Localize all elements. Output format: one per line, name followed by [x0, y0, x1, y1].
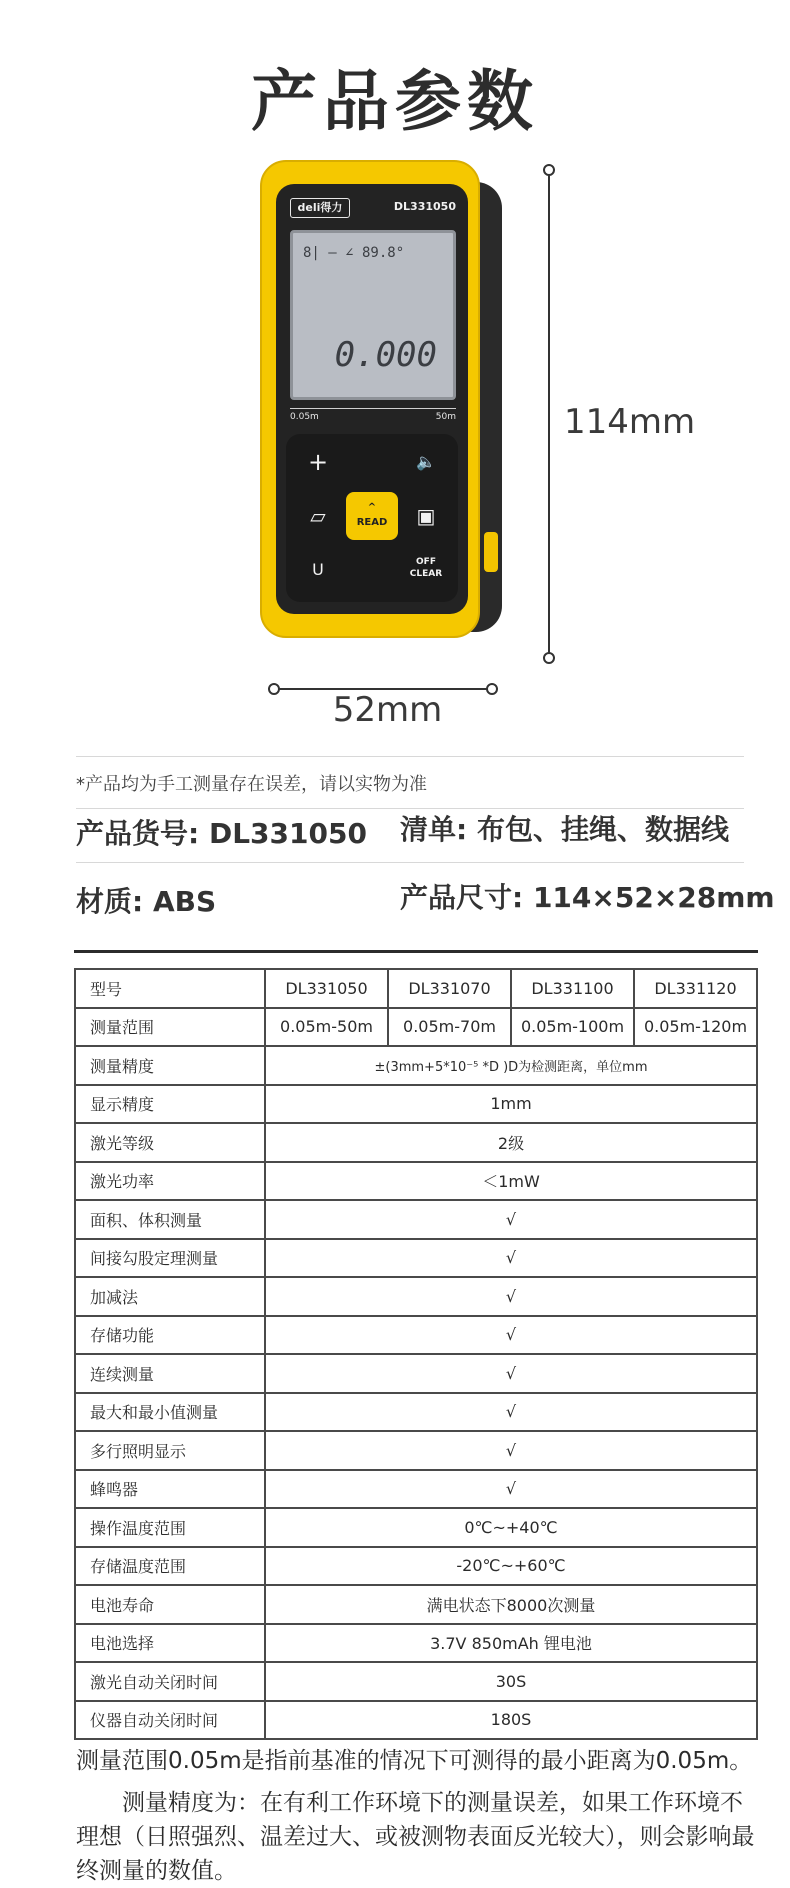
- table-cell-label: 存储功能: [75, 1316, 265, 1355]
- table-cell-value: √: [265, 1470, 757, 1509]
- material: 材质: ABS: [76, 885, 217, 918]
- table-cell-label: 存储温度范围: [75, 1547, 265, 1586]
- table-cell-model: DL331070: [388, 969, 511, 1008]
- table-row: [75, 1470, 757, 1509]
- table-cell-label: 仪器自动关闭时间: [75, 1701, 265, 1740]
- table-top-rule: [74, 950, 758, 953]
- unit-key-icon: U: [312, 560, 324, 579]
- table-cell-label: 操作温度范围: [75, 1508, 265, 1547]
- table-cell-value: 0.05m-100m: [511, 1008, 634, 1047]
- speaker-key-icon: 🔈: [416, 452, 436, 471]
- table-cell-value: √: [265, 1239, 757, 1278]
- brand-logo: deli得力: [290, 198, 350, 218]
- measurement-disclaimer: *产品均为手工测量存在误差，请以实物为准: [76, 774, 427, 795]
- lcd-top-readout: 8| — ∠ 89.8°: [303, 245, 405, 261]
- height-dimension-label: 114mm: [564, 402, 696, 442]
- divider: [76, 756, 744, 757]
- table-cell-label: 电池寿命: [75, 1585, 265, 1624]
- table-header-row: [75, 969, 757, 1008]
- table-cell-label: 间接勾股定理测量: [75, 1239, 265, 1278]
- read-key-label: READ: [356, 517, 388, 528]
- package-contents: 清单: 布包、挂绳、数据线: [400, 813, 729, 846]
- table-cell-value: 30S: [265, 1662, 757, 1701]
- save-key-icon: ▣: [416, 504, 436, 528]
- table-row: [75, 1354, 757, 1393]
- device-body: [260, 160, 480, 638]
- clear-key-off-label: OFF: [416, 557, 436, 567]
- table-cell-value: √: [265, 1316, 757, 1355]
- table-cell-label: 连续测量: [75, 1354, 265, 1393]
- table-cell-label: 激光等级: [75, 1123, 265, 1162]
- plus-key-icon: +: [307, 448, 329, 476]
- table-row: [75, 1277, 757, 1316]
- table-cell-label: 测量范围: [75, 1008, 265, 1047]
- table-cell-value: 1mm: [265, 1085, 757, 1124]
- lcd-main-readout: 0.000: [334, 335, 437, 375]
- table-row-range: [75, 1008, 757, 1047]
- table-cell-value: √: [265, 1393, 757, 1432]
- width-dimension-endpoint: [486, 683, 498, 695]
- divider: [76, 862, 744, 863]
- device-side-button: [484, 532, 498, 572]
- read-key: [346, 492, 398, 540]
- table-row: [75, 1662, 757, 1701]
- page-title: 产品参数: [251, 63, 539, 140]
- device-keypad: [286, 434, 458, 602]
- table-row: [75, 1431, 757, 1470]
- device-model-label: DL331050: [393, 200, 456, 213]
- table-row: [75, 1701, 757, 1740]
- table-cell-label: 激光自动关闭时间: [75, 1662, 265, 1701]
- table-cell-model: DL331100: [511, 969, 634, 1008]
- table-row: [75, 1393, 757, 1432]
- table-cell-value: √: [265, 1354, 757, 1393]
- scale-line: [290, 408, 456, 409]
- table-row: [75, 1123, 757, 1162]
- table-cell-value: 2级: [265, 1123, 757, 1162]
- table-row: [75, 1200, 757, 1239]
- height-dimension-endpoint: [543, 652, 555, 664]
- scale-low-label: 0.05m: [290, 412, 319, 422]
- scale-high-label: 50m: [435, 412, 456, 422]
- table-cell-value: √: [265, 1200, 757, 1239]
- table-cell-value: 满电状态下8000次测量: [265, 1585, 757, 1624]
- width-dimension-endpoint: [268, 683, 280, 695]
- table-cell-label: 最大和最小值测量: [75, 1393, 265, 1432]
- table-cell-label: 激光功率: [75, 1162, 265, 1201]
- table-cell-value: 0.05m-120m: [634, 1008, 757, 1047]
- device-brand-row: [290, 198, 456, 220]
- table-cell-value: 0.05m-50m: [265, 1008, 388, 1047]
- table-cell-label: 电池选择: [75, 1624, 265, 1663]
- height-dimension-endpoint: [543, 164, 555, 176]
- table-cell-value: 0.05m-70m: [388, 1008, 511, 1047]
- area-key-icon: ▱: [310, 504, 326, 528]
- table-row: [75, 1239, 757, 1278]
- table-row: [75, 1547, 757, 1586]
- table-cell-label: 面积、体积测量: [75, 1200, 265, 1239]
- table-cell-value: √: [265, 1431, 757, 1470]
- table-cell-value: 3.7V 850mAh 锂电池: [265, 1624, 757, 1663]
- table-cell-model: DL331120: [634, 969, 757, 1008]
- clear-key-label: CLEAR: [409, 569, 443, 579]
- table-cell-label: 型号: [75, 969, 265, 1008]
- table-cell-label: 显示精度: [75, 1085, 265, 1124]
- spec-table: [74, 968, 758, 1740]
- lcd-screen: [290, 230, 456, 400]
- table-cell-value: -20℃~+60℃: [265, 1547, 757, 1586]
- device-face: [276, 184, 468, 614]
- table-cell-label: 蜂鸣器: [75, 1470, 265, 1509]
- accuracy-footnote: 测量精度为：在有利工作环境下的测量误差，如果工作环境不理想（日照强烈、温差过大、或被测物表面反光较大），则会影响最终测量的数值。: [76, 1790, 755, 1884]
- product-size: 产品尺寸: 114×52×28mm: [400, 881, 775, 914]
- lcd-range-scale: [290, 406, 456, 426]
- item-number: 产品货号: DL331050: [76, 817, 367, 850]
- table-cell-label: 加减法: [75, 1277, 265, 1316]
- table-row: [75, 1508, 757, 1547]
- table-row: [75, 1585, 757, 1624]
- height-dimension-line: [548, 170, 550, 658]
- table-row: [75, 1624, 757, 1663]
- table-cell-label: 测量精度: [75, 1046, 265, 1085]
- clear-key: [402, 550, 450, 590]
- table-cell-label: 多行照明显示: [75, 1431, 265, 1470]
- table-cell-value: √: [265, 1277, 757, 1316]
- table-row: [75, 1162, 757, 1201]
- table-cell-model: DL331050: [265, 969, 388, 1008]
- table-cell-value: ＜1mW: [265, 1162, 757, 1201]
- width-dimension-label: 52mm: [332, 690, 443, 730]
- range-footnote: 测量范围0.05m是指前基准的情况下可测得的最小距离为0.05m。: [76, 1748, 753, 1774]
- table-cell-value: 180S: [265, 1701, 757, 1740]
- table-row: [75, 1046, 757, 1085]
- table-row: [75, 1316, 757, 1355]
- table-cell-value: 0℃~+40℃: [265, 1508, 757, 1547]
- table-row: [75, 1085, 757, 1124]
- product-image-laser-meter: [260, 160, 490, 640]
- read-arrow-icon: ^: [367, 502, 377, 513]
- table-cell-value: ±(3mm+5*10⁻⁵ *D )D为检测距离，单位mm: [265, 1046, 757, 1085]
